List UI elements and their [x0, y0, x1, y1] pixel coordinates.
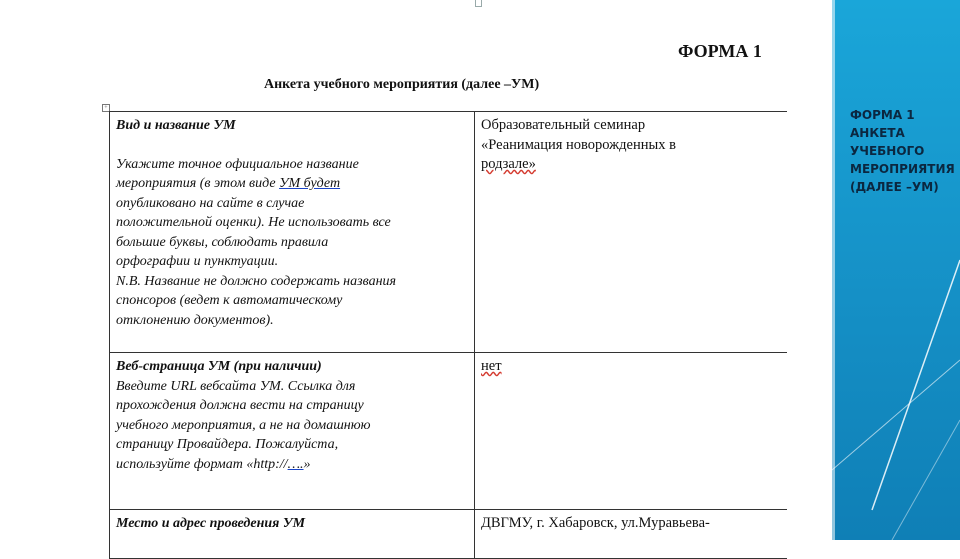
instruction-line: опубликовано на сайте в случае — [116, 195, 305, 211]
value-line: «Реанимация новорожденных в — [481, 136, 676, 153]
instruction-line: прохождения должна вести на страницу — [116, 398, 364, 413]
instruction-line: N.B. Название не должно содержать названия — [116, 273, 397, 289]
decorative-line — [872, 260, 960, 510]
instruction-line: мероприятия (в этом виде — [116, 176, 280, 191]
side-panel — [832, 0, 960, 540]
value-line-spellcheck: нет — [481, 358, 502, 374]
instruction-underlined: УМ будет — [279, 176, 341, 191]
instruction-line: Укажите точное официальное название — [116, 156, 359, 172]
row-title: Веб-страница УМ (при наличии) — [116, 359, 322, 374]
value-line-spellcheck: родзале» — [481, 156, 536, 172]
decorative-lines — [832, 0, 960, 540]
row-title: Вид и название УМ — [116, 118, 236, 133]
decorative-line — [892, 420, 960, 540]
blank-line — [116, 136, 468, 155]
value-line: ДВГМУ, г. Хабаровск, ул.Муравьева- — [481, 515, 710, 531]
instruction-line: Введите URL вебсайта УМ. Ссылка для — [116, 378, 356, 394]
form-label: ФОРМА 1 — [678, 41, 762, 61]
table-move-handle-icon[interactable]: + — [102, 104, 110, 112]
instruction-line: положительной оценки). Не использовать все — [116, 215, 391, 230]
table-cell-label[interactable] — [110, 112, 475, 353]
document-heading: Анкета учебного мероприятия (далее –УМ) — [264, 77, 540, 92]
url-placeholder: …. — [287, 456, 304, 472]
paragraph-mark-icon — [475, 0, 482, 7]
instruction-line: спонсоров (ведет к автоматическому — [116, 293, 343, 308]
instruction-line: используйте формат «http:// — [116, 456, 288, 472]
form-table — [109, 111, 787, 559]
instruction-line: » — [303, 456, 311, 472]
table-row — [110, 112, 788, 353]
table-cell-value[interactable] — [475, 112, 788, 353]
instruction-line: отклонению документов). — [116, 312, 274, 328]
table-cell-value[interactable] — [475, 510, 788, 559]
instruction-line: большие буквы, соблюдать правила — [116, 234, 329, 250]
table-cell-label[interactable] — [110, 353, 475, 510]
value-line: Образовательный семинар — [481, 117, 646, 133]
table-row — [110, 353, 788, 510]
row-title: Место и адрес проведения УМ — [116, 516, 306, 531]
table-row — [110, 510, 788, 559]
table-cell-value[interactable] — [475, 353, 788, 510]
side-panel-title: ФОРМА 1 АНКЕТА УЧЕБНОГО МЕРОПРИЯТИЯ (ДАЛЕЕ –УМ) — [850, 108, 955, 194]
instruction-line: страницу Провайдера. Пожалуйста, — [116, 437, 339, 452]
instruction-line: орфографии и пунктуации. — [116, 254, 279, 269]
instruction-line: учебного мероприятия, а не на домашнюю — [116, 417, 371, 433]
table-cell-label[interactable] — [110, 510, 475, 559]
